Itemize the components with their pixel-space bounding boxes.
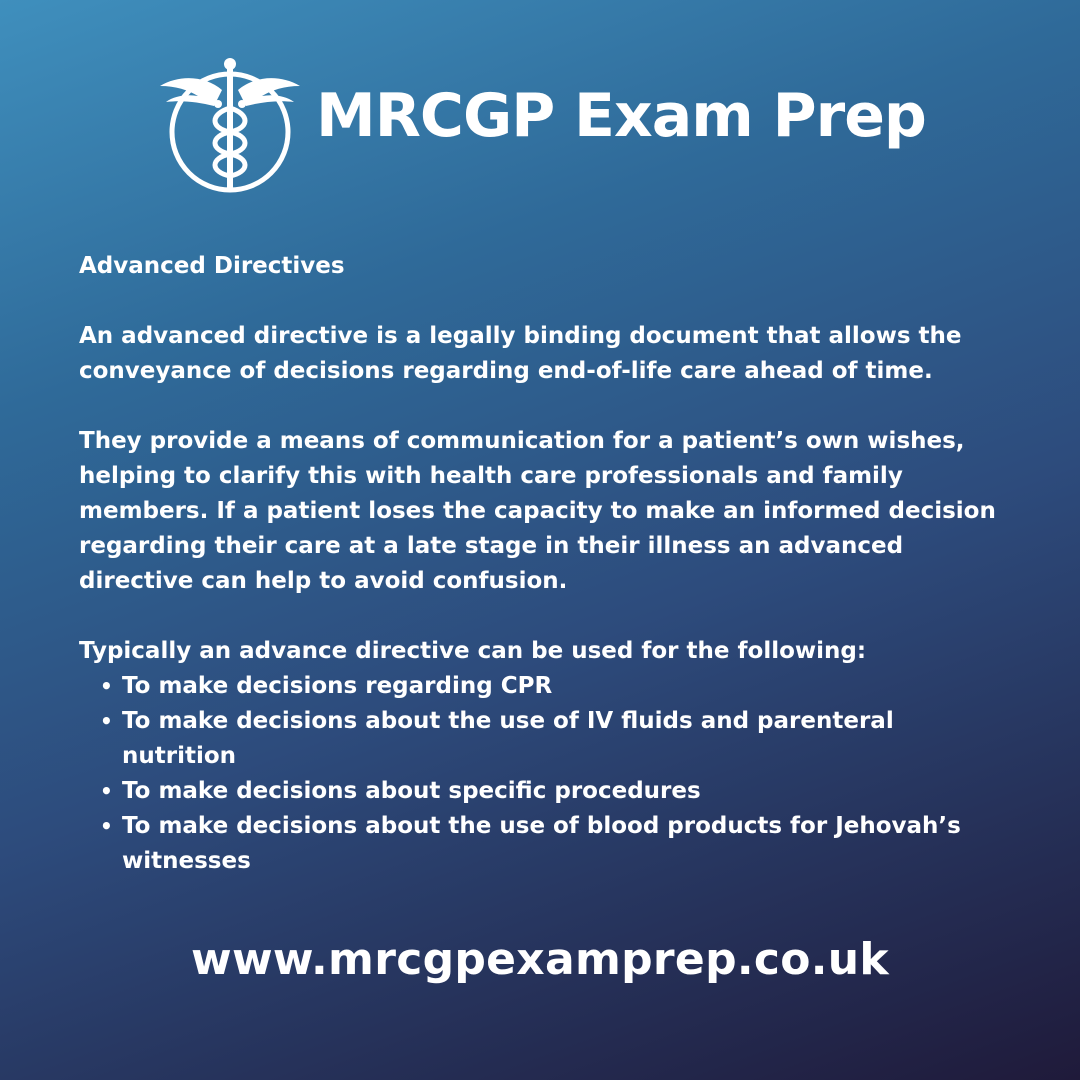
list-item	[79, 704, 999, 774]
caduceus-icon	[158, 52, 303, 197]
list-intro: Typically an advance directive can be used for the following:	[79, 638, 867, 664]
bullet-icon: •	[100, 674, 113, 698]
uses-list	[79, 669, 999, 879]
article-heading: Advanced Directives	[79, 253, 345, 279]
list-item-text: To make decisions about specific procedures	[122, 778, 701, 804]
list-item-text: To make decisions about the use of IV fluids and parenteral nutrition	[122, 708, 894, 769]
bullet-icon: •	[100, 779, 113, 803]
list-item	[79, 669, 999, 704]
list-item	[79, 774, 999, 809]
paragraph-definition: An advanced directive is a legally binding document that allows the conveyance of decisions regarding end-of-life care ahead of time.	[79, 323, 962, 384]
list-item	[79, 809, 999, 879]
article	[79, 249, 999, 879]
list-item-text: To make decisions regarding CPR	[122, 673, 553, 699]
paragraph-purpose: They provide a means of communication for a patient’s own wishes, helping to clarify this with health care professionals and family members. If a patient loses the capacity to make an informed decision regarding their care at a late stage in their illness an advanced directive can help to avoid confusion.	[79, 428, 996, 594]
logo	[158, 52, 926, 202]
bullet-icon: •	[100, 814, 113, 838]
bullet-icon: •	[100, 709, 113, 733]
list-item-text: To make decisions about the use of blood products for Jehovah’s witnesses	[122, 813, 961, 874]
website-url: www.mrcgpexamprep.co.uk	[191, 934, 889, 985]
brand-name: MRCGP Exam Prep	[316, 81, 926, 151]
